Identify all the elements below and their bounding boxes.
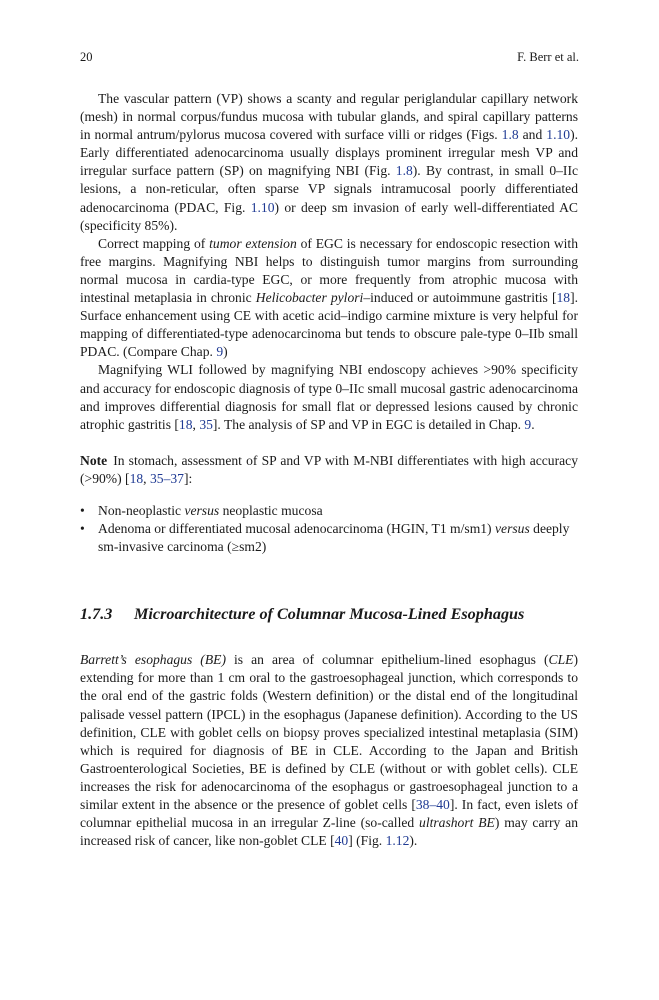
citation-link[interactable]: 18 [178, 416, 193, 432]
note-label: Note [80, 452, 108, 468]
bullet-icon: • [80, 521, 85, 537]
italic-term: Barrett’s esophagus (BE) [80, 652, 226, 668]
list-item [80, 520, 578, 556]
figure-link[interactable]: 1.8 [395, 163, 413, 179]
text: is an area of columnar epithelium-lined esophagus ( [225, 652, 549, 668]
paragraph-tumor-extension [80, 235, 578, 362]
section-heading [80, 604, 578, 625]
citation-link[interactable]: 18 [129, 470, 144, 486]
figure-link[interactable]: 1.10 [250, 199, 275, 215]
text: of EGC is necessary for endoscopic resection with free margins. Magnifying NBI helps to distinguish tumor margins from surrounding normal mucosa in cardia-type EGC, or more frequently from atrophic mucosa with intestinal metaplasia in chronic [80, 235, 578, 306]
italic-term: versus [184, 502, 220, 518]
running-author: F. Berr et al. [517, 50, 579, 64]
text: The vascular pattern (VP) shows a scanty and regular periglandular capillary network (mesh) in normal corpus/fundus mucosa with tubular glands, and spiral capillary patterns in normal antrum/pylorus mucosa covered with surface villi or ridges (Figs. [80, 91, 578, 143]
paragraph-magnifying-wli [80, 361, 578, 433]
section-title: Microarchitecture of Columnar Mucosa-Lined Esophagus [134, 605, 525, 624]
text: neoplastic mucosa [219, 502, 323, 518]
citation-link[interactable]: 38–40 [415, 797, 450, 812]
main-content [80, 90, 578, 850]
citation-link[interactable]: 35 [199, 416, 213, 432]
text: In stomach, assessment of SP and VP with M-NBI differentiates with high accuracy (>90%) [ [80, 452, 578, 486]
text: . [531, 416, 535, 432]
chapter-link[interactable]: 9 [216, 344, 224, 360]
text: ] (Fig. [348, 833, 386, 849]
text: Magnifying WLI followed by magnifying NBI endoscopy achieves >90% specificity and accuracy for endoscopic diagnosis of type 0–IIc small mucosal gastric adenocarcinoma and improves differential diagnosis for small flat or depressed lesions caused by chronic atrophic gastritis [ [80, 362, 578, 432]
text: Non-neoplastic [98, 502, 185, 518]
paragraph-barretts-esophagus [80, 651, 578, 850]
text: ). Early differentiated adenocarcinoma usually displays prominent irregular mesh VP and irregular surface pattern (SP) on magnifying NBI (Fig. [80, 127, 578, 179]
figure-link[interactable]: 1.10 [546, 127, 571, 143]
italic-term: Helicobacter pylori [255, 290, 364, 306]
text: ) may carry an increased risk of cancer, like non-goblet CLE [ [80, 815, 579, 849]
bullet-icon: • [80, 502, 85, 518]
list-item [80, 502, 578, 520]
text: ]. The analysis of SP and VP in EGC is detailed in Chap. [212, 416, 525, 432]
text: , [143, 470, 150, 486]
text: ) extending for more than 1 cm oral to the gastroesophageal junction, which corresponds to the oral end of the gastric folds (Western definition) or the distal end of the longitudinal palisade vessel pattern (IPCL) in the esophagus (Japanese definition). According to the US definition, CLE with goblet cells on biopsy proves specialized intestinal metaplasia (SIM) which is required for diagnosis of BE in CLE. According to the Japan and British Gastroenterological Societies, BE is defined by CLE (without or with goblet cells). CLE increases the risk for adenocarcinoma of the esophagus or gastroesophageal junction to a similar extent in the absence or the presence of goblet cells [ [80, 652, 578, 812]
text: and [518, 127, 547, 143]
text: –induced or autoimmune gastritis [ [363, 290, 557, 306]
text: , [192, 416, 200, 432]
italic-term: ultrashort BE [419, 815, 495, 831]
text: ). [409, 833, 418, 849]
running-header [80, 50, 579, 68]
text: ). By contrast, in small 0–IIc lesions, a non-reticular, often sparse VP signals intramucosal poorly differentiated adenocarcinoma (PDAC, Fig. [80, 163, 579, 215]
text: ]. In fact, even islets of columnar epithelial mucosa in an irregular Z-line (so-called [80, 797, 579, 831]
italic-term: versus [495, 521, 530, 537]
text: ]: [183, 470, 193, 486]
section-number: 1.7.3 [80, 605, 113, 624]
citation-link[interactable]: 18 [556, 290, 571, 306]
text: ) or deep sm invasion of early well-differentiated AC (specificity 85%). [80, 199, 578, 233]
text: ) [223, 344, 228, 360]
text: Correct mapping of [98, 235, 210, 251]
text: ]. Surface enhancement using CE with acetic acid–indigo carmine mixture is very helpful for mapping of differentiated-type adenocarcinoma but tends to obscure pale-type 0–IIb small PDAC. (Compare Chap. [80, 290, 579, 360]
paragraph-vascular-pattern [80, 90, 578, 235]
italic-term: tumor extension [209, 235, 297, 251]
figure-link[interactable]: 1.8 [501, 127, 519, 143]
page-number: 20 [80, 50, 93, 64]
chapter-link[interactable]: 9 [524, 416, 532, 432]
text: deeply sm-invasive carcinoma (≥sm2) [98, 521, 570, 555]
citation-link[interactable]: 40 [334, 833, 349, 849]
text: Adenoma or differentiated mucosal adenocarcinoma (HGIN, T1 m/sm1) [98, 521, 495, 537]
note-paragraph [80, 452, 578, 488]
italic-term: CLE [548, 652, 574, 668]
citation-link[interactable]: 35–37 [149, 470, 184, 486]
figure-link[interactable]: 1.12 [385, 833, 410, 849]
bullet-list [80, 502, 578, 556]
